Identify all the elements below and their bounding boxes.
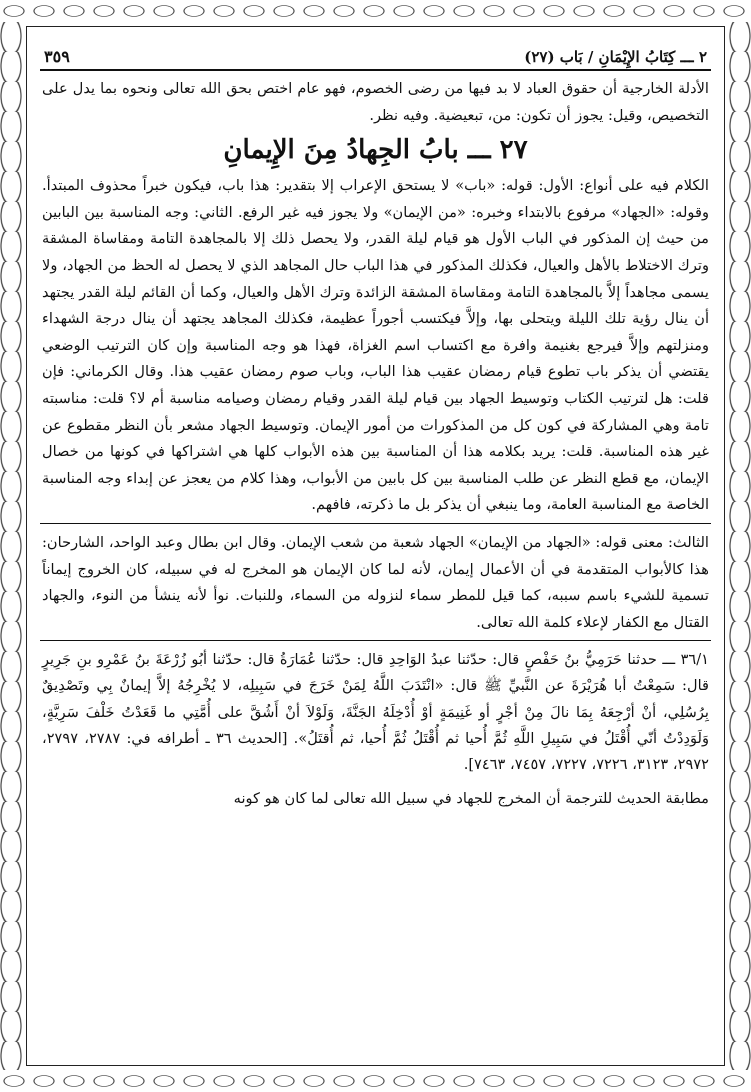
page-border-bottom — [0, 1070, 751, 1092]
intro-paragraph: الأدلة الخارجية أن حقوق العباد لا بد فيها من رضى الخصوم، فهو عام اختص بحق الله تعالى ونحوه بما يدل على التخصيص، وقيل: يجوز أن تكون: من، تبعيضية. وفيه نظر. — [42, 80, 709, 124]
chapter-title: ٢٧ ـــ بابُ الجِهادُ مِنَ الإِيمانِ — [223, 135, 528, 166]
running-header — [40, 40, 711, 71]
page-content — [40, 40, 711, 1050]
running-title: ٢ ـــ كِتَابُ الإِيْمَانِ / بَاب (٢٧) — [524, 48, 707, 66]
third-paragraph: الثالث: معنى قوله: «الجهاد من الإيمان» الجهاد شعبة من شعب الإيمان. وقال ابن بطال وعبد الواحد، الشارحان: هذا كالأبواب المتقدمة في أن الأعمال إيمان، لأنه لما كان الإيمان هو المخرج له في سبيله، كان الخروج إيماناً تسمية للشيء باسم سببه، كما قيل للمطر سماء لنزوله من السماء، وللنبات. نوأ لأنه ينشأ من النوء، والجهاد القتال مع الكفار لإعلاء كلمة الله تعالى. — [42, 533, 709, 631]
page-number: ٣٥٩ — [44, 47, 70, 66]
page-border-top — [0, 0, 751, 22]
hadith-text: ٣٦/١ ـــ حدثنا حَرَمِيُّ بنُ حَفْصٍ قال: حدّثنا عبدُ الوَاحِدِ قال: حدّثنا عُمَارَةُ قال: حدّثنا أبُو زُرْعَةَ بنُ عَمْرِو بنِ جَرِيرٍ قال: سَمِعْتُ أبا هُرَيْرَةَ عن النَّبيِّ ﷺ قال: «انْتَدَبَ اللَّهُ لِمَنْ خَرَجَ في سَبِيلِه، لا يُخْرِجُهُ إلاَّ إيمانٌ بِي وتَصْدِيقٌ بِرُسُلِي، أنْ أرْجِعَهُ بِمَا نالَ مِنْ أجْرٍ أو غَنِيمَةٍ أوْ أُدْخِلَهُ الجَنَّةَ، وَلَوْلاَ أنْ أَشُقَّ على أُمَّتِي ما قَعَدْتُ خَلْفَ سَرِيَّةٍ، وَلَوَدِدْتُ أنّي أُقْتَلُ في سَبِيلِ اللَّهِ ثُمَّ أُحيا ثم أُقْتَلُ ثُمَّ أُحيا، ثم أُقتَلُ». [الحديث ٣٦ ـ أطرافه في: ٢٧٨٧، ٢٧٩٧، ٢٩٧٢، ٣١٢٣، ٧٢٢٦، ٧٢٢٧، ٧٤٥٧، ٧٤٦٣]. — [42, 651, 710, 774]
closing-commentary: مطابقة الحديث للترجمة أن المخرج للجهاد في سبيل الله تعالى لما كان هو كونه — [233, 790, 709, 808]
hadith-divider — [40, 640, 711, 641]
page-border-left — [0, 22, 22, 1070]
body-paragraph: الكلام فيه على أنواع: الأول: قوله: «باب» لا يستحق الإعراب إلا بتقدير: هذا باب، فيكون خبراً محذوف المبتدأ. وقوله: «الجهاد» مرفوع بالابتداء وخبره: «من الإيمان» ولا يجوز فيه غير الرفع. الثاني: وجه المناسبة بين البابين من حيث إن المذكور في الباب الأول هو قيام ليلة القدر، ولا يحصل ذلك إلا بالمجاهدة التامة ومقاساة المشقة وترك الاختلاط بالأهل والعيال، فكذلك المذكور في هذا الباب حال المجاهد الذي لا يحصل له الحظ من الجهاد، ولا يسمى مجاهداً إلاَّ بالمجاهدة التامة ومقاساة المشقة الزائدة وترك الأهل والعيال، وكما أن القائم ليلة القدر يجتهد أن ينال رؤية تلك الليلة ويتحلى بها، وإلاَّ فيكتسب أجوراً عظيمة، فكذلك المجاهد يجتهد أن ينال درجة الشهداء ومنزلتهم وإلاَّ فيرجع بغنيمة وافرة مع اكتساب اسم الغزاة، فهذا هو وجه المناسبة وإن كان الترتيب الوضعي يقتضي أن يذكر باب تطوع قيام رمضان عقيب هذا الباب، وباب صوم رمضان عقيب هذا. وقال الكرماني: فإن قلت: هل لترتيب الكتاب وتوسيط الجهاد بين قيام ليلة القدر وقيام رمضان وصيامه مناسبة أم لا؟ قلت: مناسبته تامة وهي المشاركة في كون كل من المذكورات من أمور الإيمان. وتوسيط الجهاد مشعر بأن النظر مقطوع عن غير هذه المناسبة. قلت: يريد بكلامه هذا أن المناسبة بين هذه الأبواب كلها هي اشتراكها في كونها من خصال الإيمان، مع قطع النظر عن طلب المناسبة بين كل بابين من الأبواب، وهذا كلام من يعجز عن إبداء وجه المناسبة الخاصة مع المناسبة العامة، وما ينبغي أن يذكر بل ما ذكرته، فافهم. — [42, 177, 709, 514]
page-border-right — [729, 22, 751, 1070]
section-divider — [40, 523, 711, 524]
